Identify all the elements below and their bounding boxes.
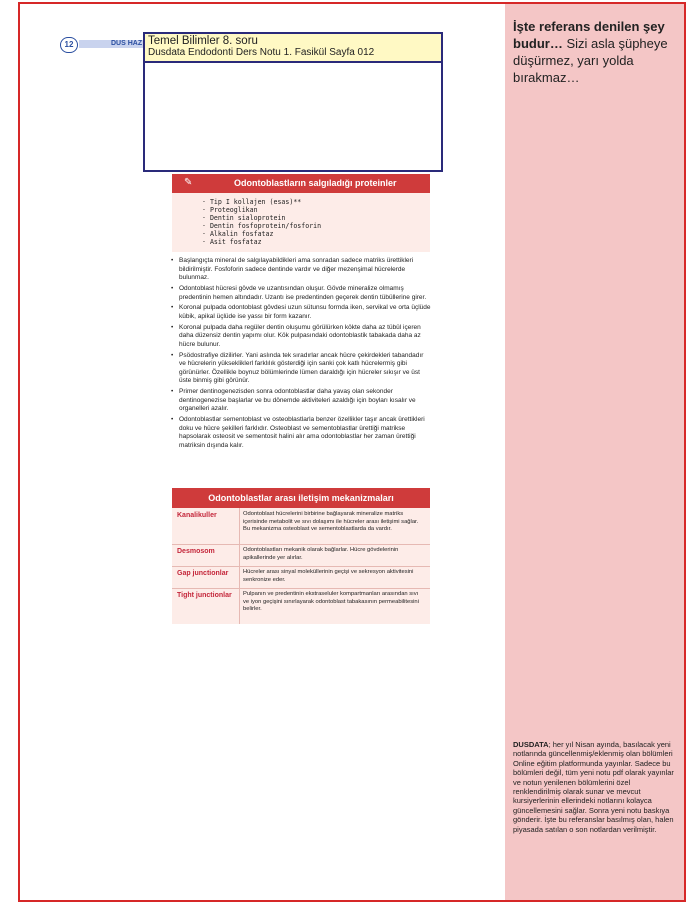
reference-box (143, 32, 443, 172)
list-item: · Proteoglikan (202, 206, 321, 214)
list-item: • Primer dentinogenezisden sonra odontoblastlar daha yavaş olan sekonder dentinogenezise başlarlar ve bu dönemde aktiviteleri azaldığı için boyları kısalır ve organelleri azalır. (170, 388, 432, 414)
reference-header (145, 34, 441, 63)
reference-line-1: Temel Bilimler 8. soru (148, 35, 258, 47)
sidebar-title: İşte referans denilen şey budur… Sizi asla şüpheye düşürmez, yarı yolda bırakmaz… (513, 19, 668, 85)
list-item: • Koronal pulpada odontoblast gövdesi uzun sütunsu formda iken, servikal ve orta üçlüde kübik, apikal üçlüde ise yassı bir form kazanır. (170, 304, 432, 321)
list-item: • Psödostrafiye dizilirler. Yani aslında tek sıradırlar ancak hücre çekirdekleri tabandadır ve hücrelerin yüksekliklerl farklılık gösterdiği için sanki çok katlı hücrelermiş gibi görünürler. Özellikle boynuz bölümlerinde lümen daraldığı için hücreler sıkışır ve üst üste binmiş gibi görünür. (170, 352, 432, 386)
list-item: • Başlangıçta mineral de salgılayabildikleri ama sonradan sadece matriks ürettikleri bildirilmiştir. Fosfoforin sadece dentinde vardır ve diğer mezenşimal hücrelerde bulunmaz. (170, 257, 432, 283)
row-name: Gap junctionlar (177, 570, 229, 577)
row-divider (172, 588, 430, 589)
list-item: · Dentin fosfoprotein/fosforin (202, 222, 321, 230)
pencil-icon: ✎ (184, 177, 193, 188)
communication-table (172, 488, 430, 624)
list-item: · Tip I kollajen (esas)** (202, 198, 321, 206)
row-name: Desmosom (177, 548, 215, 555)
row-name: Tight junctionlar (177, 592, 232, 599)
row-description: Odontoblast hücrelerini birbirine bağlayarak mineralize matriks içerisinde metabolit ve sıvı dolaşımı ile hücreler arası iletişimi sağlar. Bu mekanizma osteoblast ve sementoblastlarda da vardır. (243, 511, 419, 533)
protein-box-header (172, 174, 430, 193)
row-description: Pulpanın ve predentinin ekstraseluler kompartmanları arasından sıvı ve iyon geçişini sınırlayarak odontoblast tabakasının permeabilitesini belirler. (243, 591, 419, 613)
list-item: • Odontoblast hücresi gövde ve uzantısından oluşur. Gövde mineralize olmamış predentinin hemen altındadır. Uzantı ise predentinden geçerek dentin tübüllerine girer. (170, 285, 432, 302)
list-item: • Odontoblastlar sementoblast ve osteoblastlarla benzer özellikler taşır ancak ürettikleri doku ve hücre şekilleri farklıdır. Osteoblast ve sementoblastlar ürettiği matrikse hapsolarak osteosit ve sementosit halini alır ama odontoblastlar her zaman ürettiği matriksin dışında kalır. (170, 416, 432, 450)
reference-line-2: Dusdata Endodonti Ders Notu 1. Fasikül Sayfa 012 (148, 47, 375, 58)
list-item: · Alkalin fosfataz (202, 230, 321, 238)
row-description: Hücreler arası sinyal moleküllerinin geçişi ve sekresyon aktivitesini senkronize eder. (243, 569, 414, 583)
bullet-list-details (170, 257, 432, 453)
sidebar-note: DUSDATA; her yıl Nisan ayında, basılacak yeni notlarında güncellenmiş/eklenmiş olan bölümleri Online eğitim platformunda yayınlar. Sadece bu bölümleri değil, tüm yeni notu pdf olarak yayınlar ve notun yenilenen bölümlerini özel renklendirilmiş olarak sunar ve mevcut kursiyerlerinin ellerindeki notlarını kolayca güncellemesini sağlar. Sonra yeni notu baskıya gönderir. İşte bu referanslar basılmış olan, halen piyasada satılan o son notlardan verilmiştir. (513, 740, 674, 834)
list-item: · Asit fosfataz (202, 238, 321, 246)
protein-box-title: Odontoblastların salgıladığı proteinler (234, 178, 397, 188)
list-item: • Koronal pulpada daha regüler dentin oluşumu görülürken kökte daha az tübül içeren daha düzensiz dentin yapımı olur. Kök pulpasındaki odontoblastik tabakada daha az hücre bulunur. (170, 324, 432, 350)
table-title: Odontoblastlar arası iletişim mekanizmaları (208, 493, 394, 503)
protein-box (172, 174, 430, 252)
row-divider (172, 566, 430, 567)
table-header (172, 488, 430, 508)
sidebar-panel (505, 4, 684, 900)
header-text: DUS HAZ (111, 40, 143, 47)
row-name: Kanalikuller (177, 512, 217, 519)
row-divider (172, 544, 430, 545)
row-description: Odontoblastları mekanik olarak bağlarlar. Hücre gövdelerinin apikallerinde yer alırlar. (243, 547, 399, 561)
protein-list (202, 198, 321, 247)
list-item: · Dentin sialoprotein (202, 214, 321, 222)
page-number: 12 (60, 37, 78, 53)
